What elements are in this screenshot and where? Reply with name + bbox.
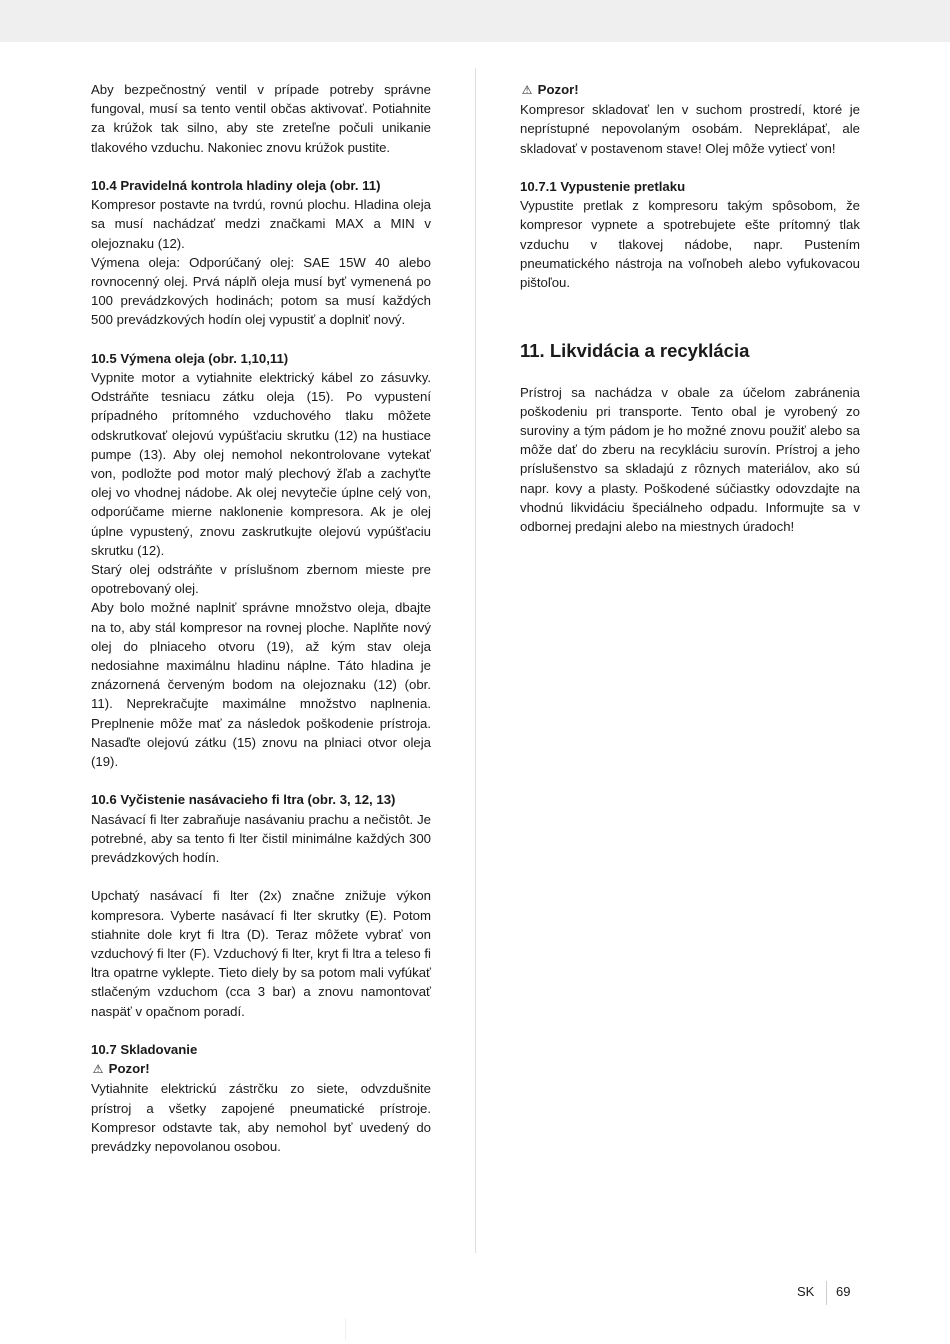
right-column xyxy=(520,80,860,536)
section-10-7-paragraph-1: Vytiahnite elektrickú zástrčku zo siete, odvzdušnite prístroj a všetky zapojené pneumatické prístroje. Kompresor odstavte tak, aby nemohol byť uvedený do prevádzky nepovolanou osobou. xyxy=(91,1081,431,1155)
section-10-7-warning xyxy=(91,1059,431,1079)
language-code: SK xyxy=(797,1284,815,1299)
section-10-5-paragraph-1: Vypnite motor a vytiahnite elektrický kábel zo zásuvky. Odstráňte tesniacu zátku oleja (15). Po vypustení prípadného prítomného vzduchového tlaku môžete odskrutkovať olejovú vypúšťaciu skrutku (12) na hustiace pumpe (13). Aby olej nemohol nekontrolovane vytekať von, podložte pod motor malý plechový žľab a zachyťte olej vo vhodnej nádobe. Ak olej nevytečie úplne celý von, odporúčame mierne naklonenie kompresora. Ak je olej úplne vypustený, znovu zaskrutkujte olejovú vypúšťaciu skrutku (12). xyxy=(91,370,431,558)
section-10-6-heading: 10.6 Vyčistenie nasávacieho fi ltra (obr. 3, 12, 13) xyxy=(91,792,396,808)
column-divider xyxy=(475,68,476,1253)
section-10-4-heading: 10.4 Pravidelná kontrola hladiny oleja (obr. 11) xyxy=(91,178,381,193)
section-10-7-1-paragraph: Vypustite pretlak z kompresoru takým spôsobom, že kompresor vypnete a spotrebujete ešte prítomný tlak vzduchu v tlakovej nádobe, napr. Pustením pneumatického nástroja na voľnobeh alebo vyfukovacou pištoľou. xyxy=(520,198,860,291)
section-10-5-paragraph-3: Aby bolo možné naplniť správne množstvo oleja, dbajte na to, aby stál kompresor na rovnej ploche. Naplňte nový olej do plniaceho otvoru (19), až kým stav oleja nedosiahne maximálnu hladinu náplne. Táto hladina je znázornená červeným bodom na olejoznaku (12) (obr. 11). Neprekračujte maximálne množstvo naplnenia. Preplnenie môže mať za následok poškodenie prístroja. Nasaďte olejovú zátku (15) znovu na plniaci otvor oleja (19). xyxy=(91,600,431,770)
storage-warning-text: Kompresor skladovať len v suchom prostredí, ktoré je neprístupné nepovolaným osobám. Nepreklápať, ale skladovať v postavenom stave! Olej môže vytiecť von! xyxy=(520,102,860,156)
section-10-4-paragraph-1: Kompresor postavte na tvrdú, rovnú plochu. Hladina oleja sa musí nachádzať medzi značkami MAX a MIN v olejoznaku (12). xyxy=(91,197,431,251)
footer-divider xyxy=(826,1281,827,1305)
section-10-6-paragraph-2: Upchatý nasávací fi lter (2x) značne znižuje výkon kompresora. Vyberte nasávací fi lter skrutky (E). Potom stiahnite dole kryt fi ltra (D). Teraz môžete vybrať von vzduchový fi lter (F). Vzduchový fi lter, kryt fi ltra a teleso fi ltra opatrne vyklepte. Tieto diely by sa potom mali vyfúkať stlačeným vzduchom (cca 3 bar) a znovu namontovať naspäť v opačnom poradí. xyxy=(91,888,431,1019)
warning-label: Pozor! xyxy=(108,1061,150,1077)
section-10-4-paragraph-2: Výmena oleja: Odporúčaný olej: SAE 15W 40 alebo rovnocenný olej. Prvá náplň oleja musí byť vymenená po 100 prevádzkových hodinách; potom sa musí každých 500 prevádzkových hodín olej vypustiť a doplniť nový. xyxy=(91,254,431,328)
top-bar xyxy=(0,0,950,42)
bottom-mark xyxy=(345,1318,346,1340)
page-number: 69 xyxy=(836,1284,851,1299)
page-footer xyxy=(0,1284,950,1304)
left-column xyxy=(91,80,431,1156)
storage-warning xyxy=(520,80,860,100)
intro-paragraph: Aby bezpečnostný ventil v prípade potreby správne fungoval, musí sa tento ventil občas aktivovať. Potiahnite za krúžok tak silno, aby ste zreteľne počuli unikanie tlakového vzduchu. Nakoniec znovu krúžok pustite. xyxy=(91,82,431,155)
section-10-5-heading: 10.5 Výmena oleja (obr. 1,10,11) xyxy=(91,350,289,366)
section-10-5-paragraph-2: Starý olej odstráňte v príslušnom zbernom mieste pre opotrebovaný olej. xyxy=(91,562,431,597)
section-11-paragraph: Prístroj sa nachádza v obale za účelom zabránenia poškodeniu pri transporte. Tento obal je vyrobený zo suroviny a tým pádom je ho možné znovu použiť alebo sa môže dať do zberu na recykláciu surovín. Prístroj a jeho príslušenstvo sa skladajú z rôznych materiálov, ako sú napr. kovy a plasty. Poškodené súčiastky odovzdajte na vhodnú likvidáciu špeciálneho odpadu. Informujte sa v odbornej predajni alebo na miestnych úradoch! xyxy=(520,384,860,535)
section-10-7-1-heading: 10.7.1 Vypustenie pretlaku xyxy=(520,179,686,194)
warning-label: Pozor! xyxy=(537,82,579,97)
section-11-heading: 11. Likvidácia a recyklácia xyxy=(520,340,750,362)
warning-icon: ⚠ xyxy=(92,1062,104,1077)
section-10-7-heading: 10.7 Skladovanie xyxy=(91,1042,198,1058)
warning-icon: ⚠ xyxy=(521,83,533,97)
section-10-6-paragraph-1: Nasávací fi lter zabraňuje nasávaniu prachu a nečistôt. Je potrebné, aby sa tento fi lter čistil minimálne každých 300 prevádzkových hodín. xyxy=(91,811,431,866)
